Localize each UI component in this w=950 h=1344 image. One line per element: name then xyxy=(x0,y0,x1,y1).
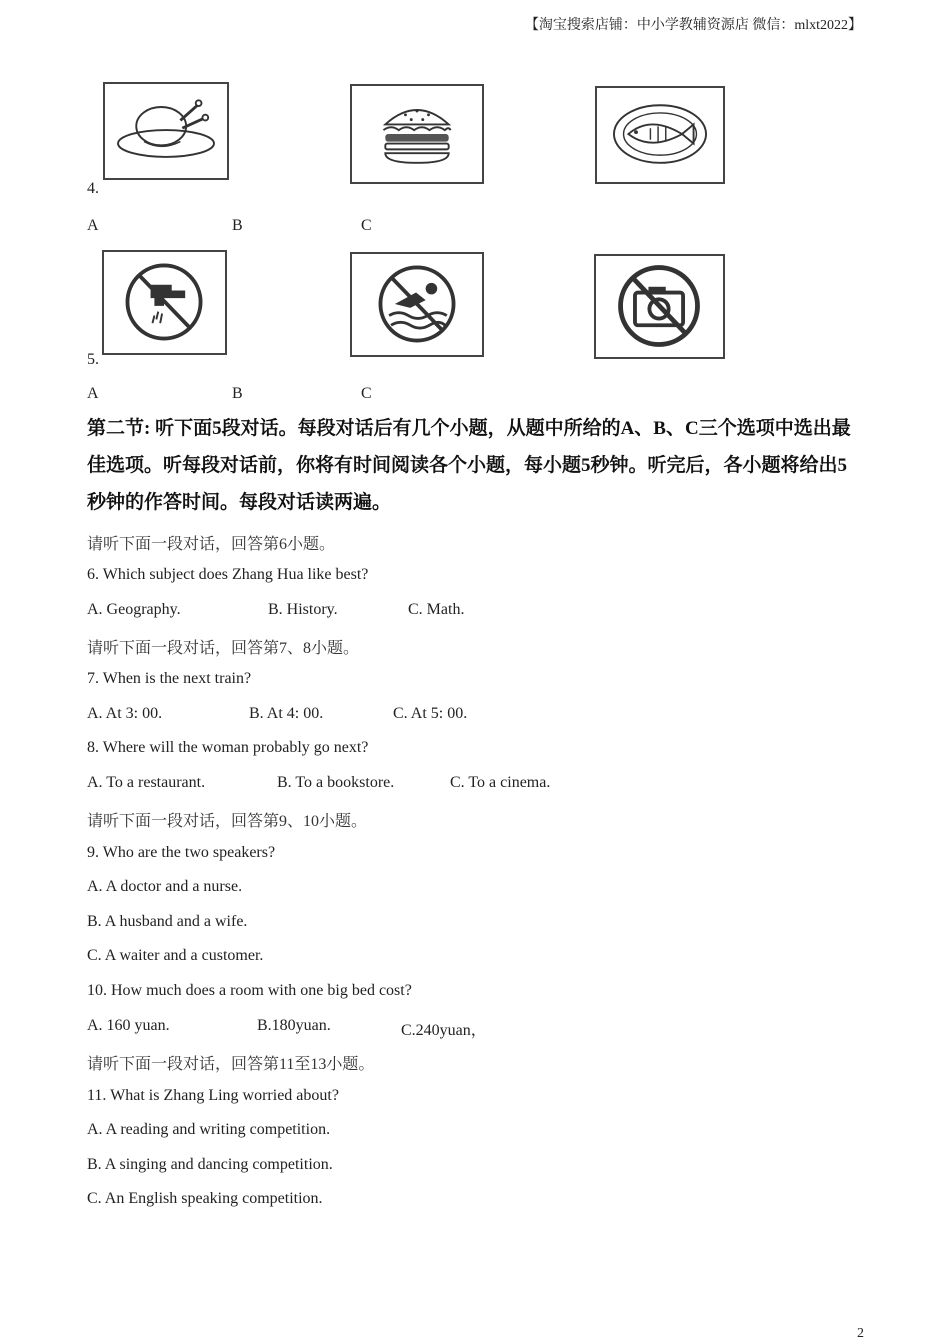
q10-option-b: B.180yuan. xyxy=(257,1017,331,1034)
instruction-q11-13: 请听下面一段对话，回答第11至13小题。 xyxy=(87,1056,375,1073)
question-10: 10. How much does a room with one big bed cost? xyxy=(87,982,412,999)
q9-option-c: C. A waiter and a customer. xyxy=(87,947,264,964)
q5-option-b-label: B xyxy=(232,385,243,402)
q11-option-a: A. A reading and writing competition. xyxy=(87,1121,331,1138)
hamburger-icon xyxy=(352,86,482,182)
picture-fish-plate xyxy=(595,86,725,184)
q10-option-a: A. 160 yuan. xyxy=(87,1017,170,1034)
picture-no-swimming xyxy=(350,252,484,357)
instruction-q9-10: 请听下面一段对话，回答第9、10小题。 xyxy=(87,813,368,830)
q11-option-b: B. A singing and dancing competition. xyxy=(87,1156,333,1173)
q7-option-b: B. At 4: 00. xyxy=(249,705,324,722)
page-number: 2 xyxy=(857,1326,864,1341)
instruction-q7-8: 请听下面一段对话，回答第7、8小题。 xyxy=(87,640,360,657)
fish-plate-icon xyxy=(597,88,723,182)
instruction-q6: 请听下面一段对话，回答第6小题。 xyxy=(87,536,336,553)
page-header: 【淘宝搜索店铺：中小学教辅资源店 微信：mlxt2022】 xyxy=(524,18,862,33)
no-swimming-icon xyxy=(352,254,482,355)
q5-option-a-label: A xyxy=(87,385,99,402)
question-7: 7. When is the next train? xyxy=(87,670,252,687)
roast-chicken-icon xyxy=(105,84,227,178)
picture-hamburger xyxy=(350,84,484,184)
question-11: 11. What is Zhang Ling worried about? xyxy=(87,1087,339,1104)
no-camera-icon xyxy=(596,256,723,357)
q6-option-a: A. Geography. xyxy=(87,601,181,618)
q5-option-c-label: C xyxy=(361,385,372,402)
q7-option-c: C. At 5: 00. xyxy=(393,705,468,722)
picture-no-camera xyxy=(594,254,725,359)
q9-option-a: A. A doctor and a nurse. xyxy=(87,878,243,895)
question-4-number: 4. xyxy=(87,180,99,197)
section-2-instructions: 第二节: 听下面5段对话。每段对话后有几个小题，从题中所给的A、B、C三个选项中选出最佳选项。听每段对话前，你将有时间阅读各个小题，每小题5秒钟。听完后，各小题将给出5秒钟的作答时间。每段对话读两遍。 xyxy=(87,418,851,513)
q6-option-b: B. History. xyxy=(268,601,338,618)
q10-option-c: C.240yuan， xyxy=(401,1022,487,1039)
picture-roast-chicken xyxy=(103,82,229,180)
question-6: 6. Which subject does Zhang Hua like best? xyxy=(87,566,369,583)
question-5-number: 5. xyxy=(87,351,99,368)
no-tap-water-icon xyxy=(104,252,225,353)
question-9: 9. Who are the two speakers? xyxy=(87,844,276,861)
q6-option-c: C. Math. xyxy=(408,601,465,618)
q4-option-a-label: A xyxy=(87,217,99,234)
q11-option-c: C. An English speaking competition. xyxy=(87,1190,323,1207)
picture-no-tap-water xyxy=(102,250,227,355)
q4-option-b-label: B xyxy=(232,217,243,234)
q9-option-b: B. A husband and a wife. xyxy=(87,913,248,930)
q8-option-b: B. To a bookstore. xyxy=(277,774,395,791)
q7-option-a: A. At 3: 00. xyxy=(87,705,163,722)
question-8: 8. Where will the woman probably go next? xyxy=(87,739,369,756)
q4-option-c-label: C xyxy=(361,217,372,234)
q8-option-a: A. To a restaurant. xyxy=(87,774,206,791)
q8-option-c: C. To a cinema. xyxy=(450,774,551,791)
